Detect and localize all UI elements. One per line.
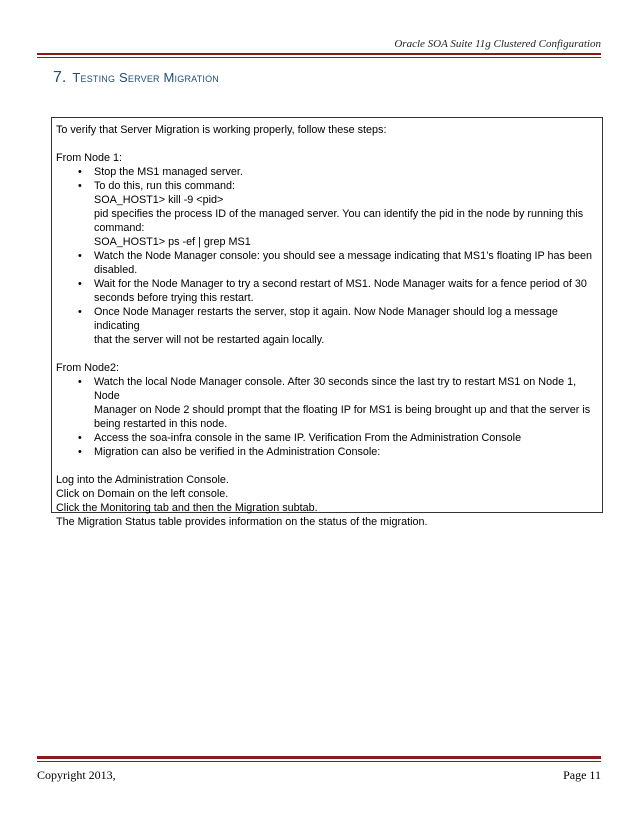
node2-heading: From Node2: (56, 362, 120, 374)
bullet-line: To do this, run this command: (94, 180, 236, 192)
bullet-line: seconds before trying this restart. (94, 292, 254, 304)
footer-copyright: Copyright 2013, (37, 768, 116, 782)
bullet-item (56, 431, 596, 445)
bullet-item (56, 165, 596, 179)
closing-line: The Migration Status table provides information on the status of the migration. (56, 516, 428, 528)
bullet-line: SOA_HOST1> kill -9 <pid> (94, 194, 224, 206)
bullet-item (56, 249, 596, 277)
bullet-icon: • (78, 180, 82, 192)
section-heading (53, 69, 219, 87)
bullet-item (56, 305, 596, 347)
bullet-icon: • (78, 250, 82, 262)
header-rule-bottom (37, 57, 601, 58)
node1-heading: From Node 1: (56, 152, 123, 164)
bullet-line: Stop the MS1 managed server. (94, 166, 243, 178)
section-title: Testing Server Migration (72, 70, 219, 85)
bullet-line: Wait for the Node Manager to try a second restart of MS1. Node Manager waits for a fence period of 30 (94, 278, 587, 290)
bullet-item (56, 277, 596, 305)
bullet-icon: • (78, 166, 82, 178)
bullet-item (56, 445, 596, 459)
bullet-line: Access the soa-infra console in the same IP. Verification From the Administration Console (94, 432, 522, 444)
footer-rule-top (37, 756, 601, 759)
bullet-line: Migration can also be verified in the Administration Console: (94, 446, 381, 458)
instructions-box (51, 117, 603, 528)
footer-rule-bottom (37, 761, 601, 762)
bullet-line: command: (94, 222, 145, 234)
bullet-line: Manager on Node 2 should prompt that the floating IP for MS1 is being brought up and that the server is (94, 404, 591, 416)
section-number: 7. (53, 69, 67, 86)
header-doc-title: Oracle SOA Suite 11g Clustered Configuration (394, 38, 601, 50)
bullet-icon: • (78, 432, 82, 444)
header-rule-top (37, 53, 601, 55)
node1-steps-list (56, 165, 596, 347)
closing-line: Click the Monitoring tab and then the Migration subtab. (56, 502, 318, 514)
bullet-icon: • (78, 278, 82, 290)
bullet-line: disabled. (94, 264, 138, 276)
footer-page-number: Page 11 (563, 768, 601, 782)
bullet-icon: • (78, 306, 82, 318)
bullet-line: Watch the Node Manager console: you should see a message indicating that MS1’s floating IP has been (94, 250, 592, 262)
bullet-icon: • (78, 446, 82, 458)
closing-line: Log into the Administration Console. (56, 474, 229, 486)
intro-text: To verify that Server Migration is working properly, follow these steps: (56, 124, 387, 136)
bullet-line: Watch the local Node Manager console. After 30 seconds since the last try to restart MS1 on Node 1, Node (94, 376, 577, 402)
bullet-line: Once Node Manager restarts the server, stop it again. Now Node Manager should log a message indicating (94, 306, 558, 332)
bullet-line: that the server will not be restarted again locally. (94, 334, 325, 346)
closing-line: Click on Domain on the left console. (56, 488, 229, 500)
bullet-item (56, 375, 596, 431)
bullet-line: SOA_HOST1> ps -ef | grep MS1 (94, 236, 251, 248)
bullet-line: pid specifies the process ID of the managed server. You can identify the pid in the node by running this (94, 208, 584, 220)
bullet-item (56, 179, 596, 249)
bullet-icon: • (78, 376, 82, 388)
node2-steps-list (56, 375, 596, 459)
bullet-line: being restarted in this node. (94, 418, 228, 430)
closing-steps (56, 473, 596, 529)
